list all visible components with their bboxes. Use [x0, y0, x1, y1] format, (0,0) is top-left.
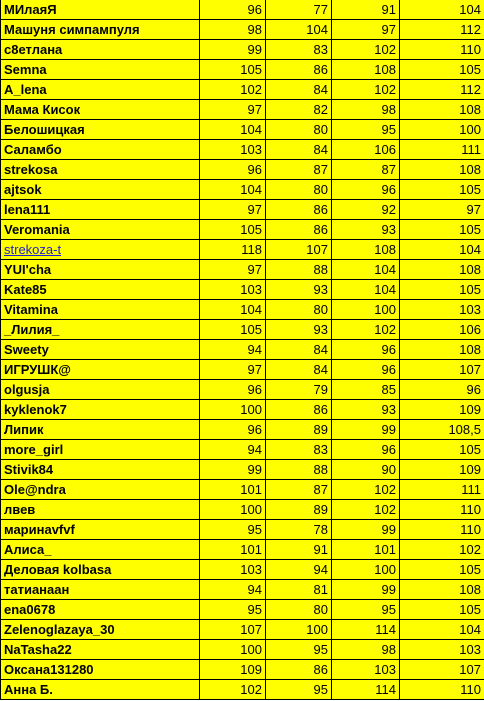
table-row [1, 200, 484, 220]
value-cell-col-3: 103 [332, 660, 400, 680]
table-row [1, 400, 484, 420]
user-name-cell: Vitamina [1, 300, 200, 320]
value-cell-col-1: 99 [200, 40, 266, 60]
value-cell-col-1: 97 [200, 100, 266, 120]
user-name-cell: маринаvfvf [1, 520, 200, 540]
user-name-cell: ajtsok [1, 180, 200, 200]
value-cell-col-2: 80 [266, 600, 332, 620]
value-cell-col-1: 96 [200, 160, 266, 180]
value-cell-col-2: 93 [266, 320, 332, 340]
value-cell-col-1: 101 [200, 480, 266, 500]
value-cell-col-3: 99 [332, 420, 400, 440]
table-row [1, 220, 484, 240]
value-cell-col-3: 108 [332, 240, 400, 260]
user-name-cell: Белошицкая [1, 120, 200, 140]
user-name-cell: Алиса_ [1, 540, 200, 560]
value-cell-col-3: 106 [332, 140, 400, 160]
value-cell-col-3: 114 [332, 620, 400, 640]
value-cell-col-4: 107 [400, 660, 484, 680]
value-cell-col-1: 97 [200, 360, 266, 380]
value-cell-col-4: 108 [400, 100, 484, 120]
value-cell-col-3: 102 [332, 500, 400, 520]
value-cell-col-2: 95 [266, 640, 332, 660]
value-cell-col-2: 84 [266, 360, 332, 380]
value-cell-col-4: 111 [400, 480, 484, 500]
user-name-cell: _Лилия_ [1, 320, 200, 340]
user-name-cell: Sweety [1, 340, 200, 360]
value-cell-col-1: 97 [200, 200, 266, 220]
value-cell-col-3: 91 [332, 0, 400, 20]
value-cell-col-3: 102 [332, 480, 400, 500]
user-name-cell: Машуня симпампуля [1, 20, 200, 40]
value-cell-col-1: 104 [200, 300, 266, 320]
value-cell-col-1: 103 [200, 560, 266, 580]
value-cell-col-1: 101 [200, 540, 266, 560]
value-cell-col-1: 102 [200, 680, 266, 700]
value-cell-col-4: 111 [400, 140, 484, 160]
value-cell-col-1: 94 [200, 340, 266, 360]
value-cell-col-4: 110 [400, 520, 484, 540]
user-name-cell: Kate85 [1, 280, 200, 300]
value-cell-col-2: 86 [266, 220, 332, 240]
table-row [1, 180, 484, 200]
value-cell-col-4: 104 [400, 620, 484, 640]
value-cell-col-4: 105 [400, 560, 484, 580]
value-cell-col-2: 77 [266, 0, 332, 20]
value-cell-col-1: 105 [200, 60, 266, 80]
user-name-cell: ena0678 [1, 600, 200, 620]
value-cell-col-2: 82 [266, 100, 332, 120]
value-cell-col-2: 91 [266, 540, 332, 560]
value-cell-col-2: 79 [266, 380, 332, 400]
table-row [1, 600, 484, 620]
value-cell-col-1: 100 [200, 400, 266, 420]
value-cell-col-3: 93 [332, 400, 400, 420]
value-cell-col-2: 100 [266, 620, 332, 640]
value-cell-col-4: 103 [400, 640, 484, 660]
table-row [1, 420, 484, 440]
table-row [1, 360, 484, 380]
table-row [1, 460, 484, 480]
value-cell-col-3: 99 [332, 580, 400, 600]
value-cell-col-4: 112 [400, 20, 484, 40]
value-cell-col-1: 102 [200, 80, 266, 100]
value-cell-col-2: 89 [266, 420, 332, 440]
value-cell-col-2: 80 [266, 120, 332, 140]
value-cell-col-4: 103 [400, 300, 484, 320]
user-name-cell: Анна Б. [1, 680, 200, 700]
value-cell-col-1: 94 [200, 440, 266, 460]
value-cell-col-1: 96 [200, 420, 266, 440]
value-cell-col-1: 94 [200, 580, 266, 600]
value-cell-col-4: 105 [400, 180, 484, 200]
value-cell-col-3: 96 [332, 440, 400, 460]
user-name-cell: Саламбо [1, 140, 200, 160]
value-cell-col-1: 105 [200, 220, 266, 240]
value-cell-col-1: 95 [200, 600, 266, 620]
value-cell-col-1: 109 [200, 660, 266, 680]
user-name-cell: ИГРУШК@ [1, 360, 200, 380]
value-cell-col-3: 97 [332, 20, 400, 40]
value-cell-col-3: 101 [332, 540, 400, 560]
value-cell-col-4: 110 [400, 680, 484, 700]
table-row [1, 100, 484, 120]
value-cell-col-3: 104 [332, 260, 400, 280]
user-name-cell: NaTasha22 [1, 640, 200, 660]
value-cell-col-2: 88 [266, 460, 332, 480]
table-row [1, 160, 484, 180]
value-cell-col-1: 99 [200, 460, 266, 480]
value-cell-col-2: 88 [266, 260, 332, 280]
user-name-cell: strekosa [1, 160, 200, 180]
table-row [1, 640, 484, 660]
table-row [1, 140, 484, 160]
table-row [1, 240, 484, 260]
table-row [1, 620, 484, 640]
user-name-cell: МИлаяЯ [1, 0, 200, 20]
value-cell-col-1: 96 [200, 380, 266, 400]
table-row [1, 120, 484, 140]
value-cell-col-2: 78 [266, 520, 332, 540]
table-row [1, 560, 484, 580]
user-name-cell: more_girl [1, 440, 200, 460]
table-row [1, 320, 484, 340]
table-row [1, 280, 484, 300]
value-cell-col-3: 96 [332, 360, 400, 380]
value-cell-col-2: 86 [266, 60, 332, 80]
value-cell-col-1: 104 [200, 180, 266, 200]
value-cell-col-1: 98 [200, 20, 266, 40]
value-cell-col-3: 98 [332, 100, 400, 120]
value-cell-col-3: 100 [332, 300, 400, 320]
value-cell-col-4: 105 [400, 220, 484, 240]
value-cell-col-4: 109 [400, 460, 484, 480]
value-cell-col-3: 87 [332, 160, 400, 180]
value-cell-col-2: 107 [266, 240, 332, 260]
user-name-cell: kyklenok7 [1, 400, 200, 420]
user-name-cell: YUI'cha [1, 260, 200, 280]
table-row [1, 440, 484, 460]
user-name-cell: лвев [1, 500, 200, 520]
value-cell-col-3: 95 [332, 600, 400, 620]
value-cell-col-2: 86 [266, 660, 332, 680]
value-cell-col-1: 105 [200, 320, 266, 340]
table-row [1, 580, 484, 600]
value-cell-col-2: 83 [266, 440, 332, 460]
value-cell-col-4: 105 [400, 600, 484, 620]
user-name-cell: A_lena [1, 80, 200, 100]
value-cell-col-4: 110 [400, 40, 484, 60]
table-row [1, 40, 484, 60]
value-cell-col-3: 93 [332, 220, 400, 240]
value-cell-col-4: 112 [400, 80, 484, 100]
user-name-cell: Деловая kolbasa [1, 560, 200, 580]
value-cell-col-2: 94 [266, 560, 332, 580]
value-cell-col-2: 80 [266, 300, 332, 320]
value-cell-col-4: 105 [400, 60, 484, 80]
table-row [1, 480, 484, 500]
value-cell-col-4: 105 [400, 280, 484, 300]
table-row [1, 540, 484, 560]
value-cell-col-3: 95 [332, 120, 400, 140]
value-cell-col-2: 84 [266, 340, 332, 360]
user-name-cell: Zelenoglazaya_30 [1, 620, 200, 640]
value-cell-col-4: 108 [400, 260, 484, 280]
user-name-cell: Stivik84 [1, 460, 200, 480]
table-row [1, 520, 484, 540]
value-cell-col-4: 107 [400, 360, 484, 380]
value-cell-col-1: 95 [200, 520, 266, 540]
user-name-cell: Ole@ndra [1, 480, 200, 500]
value-cell-col-1: 103 [200, 140, 266, 160]
value-cell-col-3: 96 [332, 340, 400, 360]
user-name-cell: Оксана131280 [1, 660, 200, 680]
user-name-cell: с8етлана [1, 40, 200, 60]
value-cell-col-1: 100 [200, 640, 266, 660]
value-cell-col-3: 108 [332, 60, 400, 80]
table-row [1, 60, 484, 80]
value-cell-col-3: 98 [332, 640, 400, 660]
table-row [1, 340, 484, 360]
value-cell-col-4: 110 [400, 500, 484, 520]
user-name-cell: lena111 [1, 200, 200, 220]
table-row [1, 20, 484, 40]
table-row [1, 380, 484, 400]
value-cell-col-4: 96 [400, 380, 484, 400]
table-row [1, 680, 484, 700]
user-name-cell: olgusja [1, 380, 200, 400]
value-cell-col-3: 102 [332, 80, 400, 100]
value-cell-col-4: 106 [400, 320, 484, 340]
value-cell-col-2: 95 [266, 680, 332, 700]
value-cell-col-4: 108 [400, 580, 484, 600]
value-cell-col-3: 92 [332, 200, 400, 220]
user-name-cell: Semna [1, 60, 200, 80]
value-cell-col-2: 93 [266, 280, 332, 300]
value-cell-col-3: 102 [332, 40, 400, 60]
value-cell-col-1: 103 [200, 280, 266, 300]
value-cell-col-4: 104 [400, 240, 484, 260]
table-row [1, 0, 484, 20]
value-cell-col-2: 84 [266, 140, 332, 160]
user-name-cell: Veromania [1, 220, 200, 240]
value-cell-col-2: 83 [266, 40, 332, 60]
value-cell-col-4: 105 [400, 440, 484, 460]
value-cell-col-4: 108 [400, 340, 484, 360]
value-cell-col-3: 85 [332, 380, 400, 400]
value-cell-col-3: 104 [332, 280, 400, 300]
value-cell-col-1: 100 [200, 500, 266, 520]
value-cell-col-4: 104 [400, 0, 484, 20]
user-name-cell: Липик [1, 420, 200, 440]
value-cell-col-3: 99 [332, 520, 400, 540]
user-name-cell: татианаан [1, 580, 200, 600]
value-cell-col-1: 118 [200, 240, 266, 260]
value-cell-col-2: 87 [266, 160, 332, 180]
value-cell-col-2: 84 [266, 80, 332, 100]
value-cell-col-4: 108 [400, 160, 484, 180]
value-cell-col-4: 109 [400, 400, 484, 420]
value-cell-col-4: 100 [400, 120, 484, 140]
table-row [1, 300, 484, 320]
value-cell-col-2: 80 [266, 180, 332, 200]
value-cell-col-4: 102 [400, 540, 484, 560]
value-cell-col-1: 96 [200, 0, 266, 20]
value-cell-col-1: 97 [200, 260, 266, 280]
value-cell-col-3: 96 [332, 180, 400, 200]
table-body [1, 0, 484, 700]
value-cell-col-2: 81 [266, 580, 332, 600]
value-cell-col-2: 87 [266, 480, 332, 500]
table-row [1, 500, 484, 520]
table-row [1, 260, 484, 280]
user-name-link[interactable]: strekoza-t [1, 240, 200, 260]
user-name-cell: Мама Кисок [1, 100, 200, 120]
value-cell-col-2: 89 [266, 500, 332, 520]
value-cell-col-1: 104 [200, 120, 266, 140]
value-cell-col-3: 90 [332, 460, 400, 480]
value-cell-col-3: 114 [332, 680, 400, 700]
value-cell-col-3: 102 [332, 320, 400, 340]
table-row [1, 80, 484, 100]
value-cell-col-1: 107 [200, 620, 266, 640]
value-cell-col-4: 97 [400, 200, 484, 220]
value-cell-col-2: 104 [266, 20, 332, 40]
value-cell-col-4: 108,5 [400, 420, 484, 440]
table-row [1, 660, 484, 680]
value-cell-col-2: 86 [266, 400, 332, 420]
value-cell-col-2: 86 [266, 200, 332, 220]
value-cell-col-3: 100 [332, 560, 400, 580]
